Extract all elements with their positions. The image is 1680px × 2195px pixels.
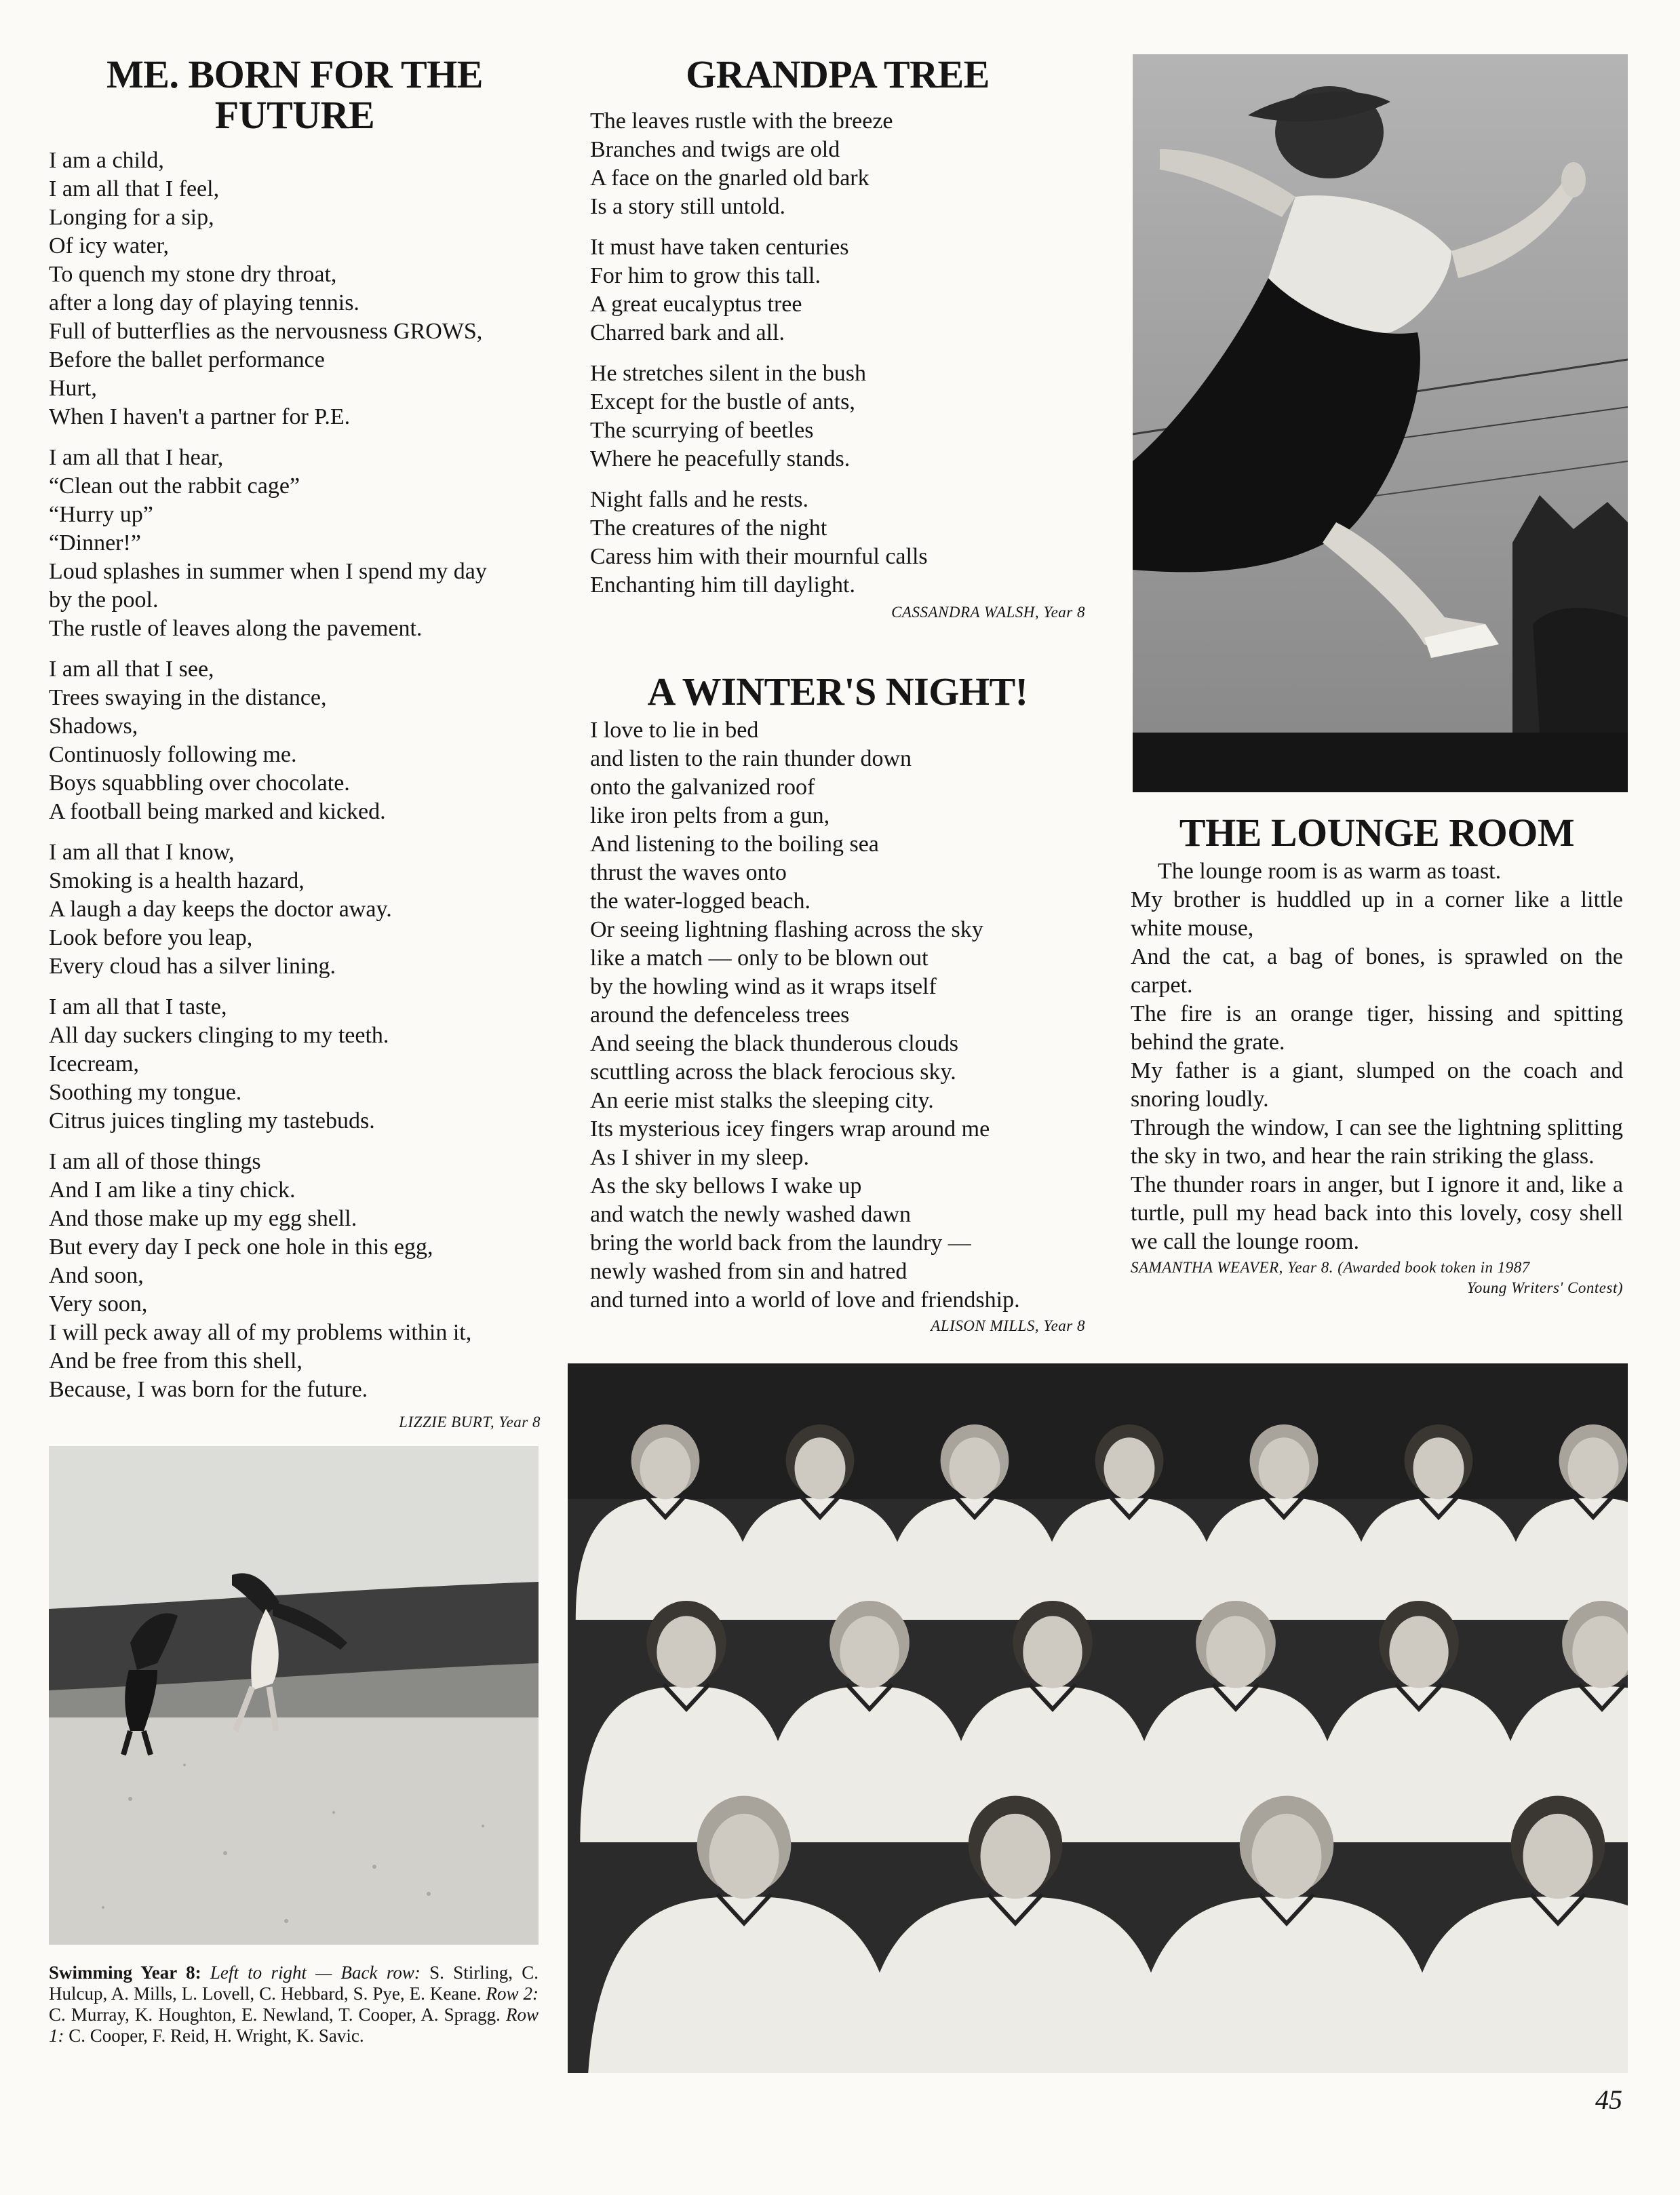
caption-lead: Swimming Year 8: <box>49 1962 201 1983</box>
poem-line: I love to lie in bed <box>590 718 759 743</box>
poem-line: The creatures of the night <box>590 516 827 541</box>
poem-line: Branches and twigs are old <box>590 137 840 162</box>
poem-line: by the howling wind as it wraps itself <box>590 974 937 999</box>
caption-row-2-label: Row 2: <box>486 1983 539 2004</box>
poem-paragraph: The lounge room is as warm as toast. <box>1158 859 1502 884</box>
poem-line: Is a story still untold. <box>590 194 786 219</box>
poem-body <box>590 107 1085 600</box>
poem-line: I am all that I hear, <box>49 445 224 470</box>
poem-paragraph: My father is a giant, slumped on the coach and snoring loudly. <box>1131 1058 1623 1112</box>
poem-credit: ALISON MILLS, Year 8 <box>931 1317 1085 1334</box>
page-number: 45 <box>1595 2084 1622 2115</box>
poem-line: I am a child, <box>49 148 164 173</box>
stanza <box>49 993 541 1135</box>
poem-line: like iron pelts from a gun, <box>590 803 830 828</box>
stanza <box>49 444 541 643</box>
photo-swimming-team <box>568 1363 1628 2073</box>
poem-body <box>1131 857 1623 1256</box>
caption-row-2-names: C. Murray, K. Houghton, E. Newland, T. Cooper, A. Spragg. <box>49 2004 501 2025</box>
poem-line: Citrus juices tingling my tastebuds. <box>49 1108 375 1133</box>
poem-line: Every cloud has a silver lining. <box>49 954 336 979</box>
poem-line: newly washed from sin and hatred <box>590 1259 907 1284</box>
poem-line: He stretches silent in the bush <box>590 361 866 386</box>
poem-line: A great eucalyptus tree <box>590 292 802 317</box>
poem-credit-line-2: Young Writers' Contest) <box>1466 1279 1623 1296</box>
poem-line: And those make up my egg shell. <box>49 1206 357 1231</box>
poem-line: As I shiver in my sleep. <box>590 1145 809 1170</box>
poem-title: ME. BORN FOR THE FUTURE <box>106 52 483 137</box>
poem-line: A face on the gnarled old bark <box>590 166 870 191</box>
poem-title: THE LOUNGE ROOM <box>1179 811 1575 855</box>
poem-line: I am all that I taste, <box>49 994 227 1019</box>
poem-line: When I haven't a partner for P.E. <box>49 404 351 429</box>
poem-line: I am all that I see, <box>49 657 214 682</box>
poem-grandpa-tree <box>590 54 1085 623</box>
poem-line: Charred bark and all. <box>590 320 785 345</box>
poem-paragraph: The thunder roars in anger, but I ignore it and, like a turtle, pull my head back into this lovely, cosy shell we call the lounge room. <box>1131 1172 1623 1254</box>
poem-line: and listen to the rain thunder down <box>590 746 912 771</box>
poem-credit: CASSANDRA WALSH, Year 8 <box>891 604 1085 621</box>
team-photo-image <box>568 1363 1628 2073</box>
poem-line: Trees swaying in the distance, <box>49 685 327 710</box>
poem-line: Soothing my tongue. <box>49 1080 242 1105</box>
photo-girl-jumping <box>1133 54 1628 792</box>
poem-line: I am all that I know, <box>49 840 235 865</box>
poem-line: And soon, <box>49 1263 144 1288</box>
poem-line: bring the world back from the laundry — <box>590 1230 971 1256</box>
poem-line: And I am like a tiny chick. <box>49 1178 296 1203</box>
poem-line: I will peck away all of my problems within it, <box>49 1320 472 1345</box>
poem-line: A football being marked and kicked. <box>49 799 386 824</box>
poem-line: Shadows, <box>49 714 138 739</box>
caption-back-row-names: S. Stirling, C. Hulcup, A. Mills, L. Lovell, C. Hebbard, S. Pye, E. Keane. <box>49 1962 539 2004</box>
poem-line: And seeing the black thunderous clouds <box>590 1031 958 1056</box>
poem-line: Hurt, <box>49 376 97 401</box>
poem-line: thrust the waves onto <box>590 860 787 885</box>
poem-line: For him to grow this tall. <box>590 263 821 288</box>
poem-line: Very soon, <box>49 1291 148 1317</box>
stanza <box>590 486 1085 600</box>
poem-line: Its mysterious icey fingers wrap around me <box>590 1116 990 1142</box>
poem-paragraph: The fire is an orange tiger, hissing and spitting behind the grate. <box>1131 1001 1623 1055</box>
poem-line: And listening to the boiling sea <box>590 832 879 857</box>
poem-line: I am all of those things <box>49 1149 261 1174</box>
stanza <box>590 107 1085 221</box>
beach-photo-image <box>49 1446 539 1945</box>
poem-line: Night falls and he rests. <box>590 487 808 512</box>
poem-line: Smoking is a health hazard, <box>49 868 305 893</box>
jump-photo-image <box>1133 54 1628 792</box>
poem-line: Boys squabbling over chocolate. <box>49 771 350 796</box>
poem-line: Before the ballet performance <box>49 347 325 372</box>
caption-row-1-names: C. Cooper, F. Reid, H. Wright, K. Savic. <box>69 2025 364 2046</box>
poem-line: “Hurry up” <box>49 502 153 527</box>
stanza <box>49 1148 541 1404</box>
stanza <box>49 838 541 981</box>
poem-line: Icecream, <box>49 1051 140 1076</box>
poem-line: after a long day of playing tennis. <box>49 290 359 315</box>
poem-line: Full of butterflies as the nervousness GROWS, <box>49 319 483 344</box>
poem-title: A WINTER'S NIGHT! <box>647 669 1028 714</box>
poem-credit-line-1: SAMANTHA WEAVER, Year 8. (Awarded book token in 1987 <box>1131 1259 1530 1276</box>
poem-line: Because, I was born for the future. <box>49 1377 368 1402</box>
poem-me-born-for-the-future <box>49 54 541 1433</box>
poem-line: The leaves rustle with the breeze <box>590 109 893 134</box>
poem-line: Caress him with their mournful calls <box>590 544 928 569</box>
poem-line: Look before you leap, <box>49 925 253 950</box>
stanza <box>590 360 1085 473</box>
poem-line: But every day I peck one hole in this egg, <box>49 1235 433 1260</box>
poem-line: by the pool. <box>49 587 159 613</box>
stanza <box>49 655 541 826</box>
photo-beach-handstands <box>49 1446 539 1945</box>
poem-line: and watch the newly washed dawn <box>590 1202 912 1227</box>
caption-row-1-label: Row 1: <box>49 2004 539 2046</box>
poem-credit: LIZZIE BURT, Year 8 <box>399 1414 541 1431</box>
poem-line: Where he peacefully stands. <box>590 446 851 471</box>
poem-paragraph: And the cat, a bag of bones, is sprawled on the carpet. <box>1131 944 1623 998</box>
poem-line: Enchanting him till daylight. <box>590 572 855 598</box>
poem-line: To quench my stone dry throat, <box>49 262 337 287</box>
poem-line: Longing for a sip, <box>49 205 214 230</box>
poem-line: I am all that I feel, <box>49 176 220 201</box>
poem-the-lounge-room <box>1131 813 1623 1298</box>
poem-line: around the defenceless trees <box>590 1003 850 1028</box>
poem-line: Of icy water, <box>49 233 170 258</box>
poem-line: As the sky bellows I wake up <box>590 1173 862 1199</box>
stanza <box>49 147 541 431</box>
poem-line: like a match — only to be blown out <box>590 946 929 971</box>
poem-a-winters-night <box>590 669 1085 1336</box>
poem-body <box>49 147 541 1404</box>
poem-line: the water-logged beach. <box>590 889 810 914</box>
poem-line: And be free from this shell, <box>49 1348 302 1374</box>
poem-line: Except for the bustle of ants, <box>590 389 855 414</box>
poem-line: Continuosly following me. <box>49 742 297 767</box>
poem-line: “Dinner!” <box>49 530 141 556</box>
poem-line: Loud splashes in summer when I spend my day <box>49 559 487 584</box>
caption-left-to-right: Left to right — Back row: <box>210 1962 421 1983</box>
poem-line: scuttling across the black ferocious sky. <box>590 1060 956 1085</box>
poem-line: onto the galvanized roof <box>590 775 815 800</box>
poem-body <box>590 716 1085 1315</box>
team-photo-caption <box>49 1962 539 2046</box>
stanza <box>590 233 1085 347</box>
poem-line: The rustle of leaves along the pavement. <box>49 616 423 641</box>
poem-line: The scurrying of beetles <box>590 418 814 443</box>
poem-line: An eerie mist stalks the sleeping city. <box>590 1088 934 1113</box>
poem-line: All day suckers clinging to my teeth. <box>49 1023 389 1048</box>
poem-line: A laugh a day keeps the doctor away. <box>49 897 392 922</box>
poem-line: “Clean out the rabbit cage” <box>49 473 300 499</box>
poem-title: GRANDPA TREE <box>686 52 990 96</box>
poem-line: It must have taken centuries <box>590 235 849 260</box>
poem-paragraph: My brother is huddled up in a corner like a little white mouse, <box>1131 887 1623 941</box>
poem-paragraph: Through the window, I can see the lightning splitting the sky in two, and hear the rain striking the glass. <box>1131 1115 1623 1169</box>
poem-line: and turned into a world of love and friendship. <box>590 1287 1020 1313</box>
poem-line: Or seeing lightning flashing across the sky <box>590 917 983 942</box>
